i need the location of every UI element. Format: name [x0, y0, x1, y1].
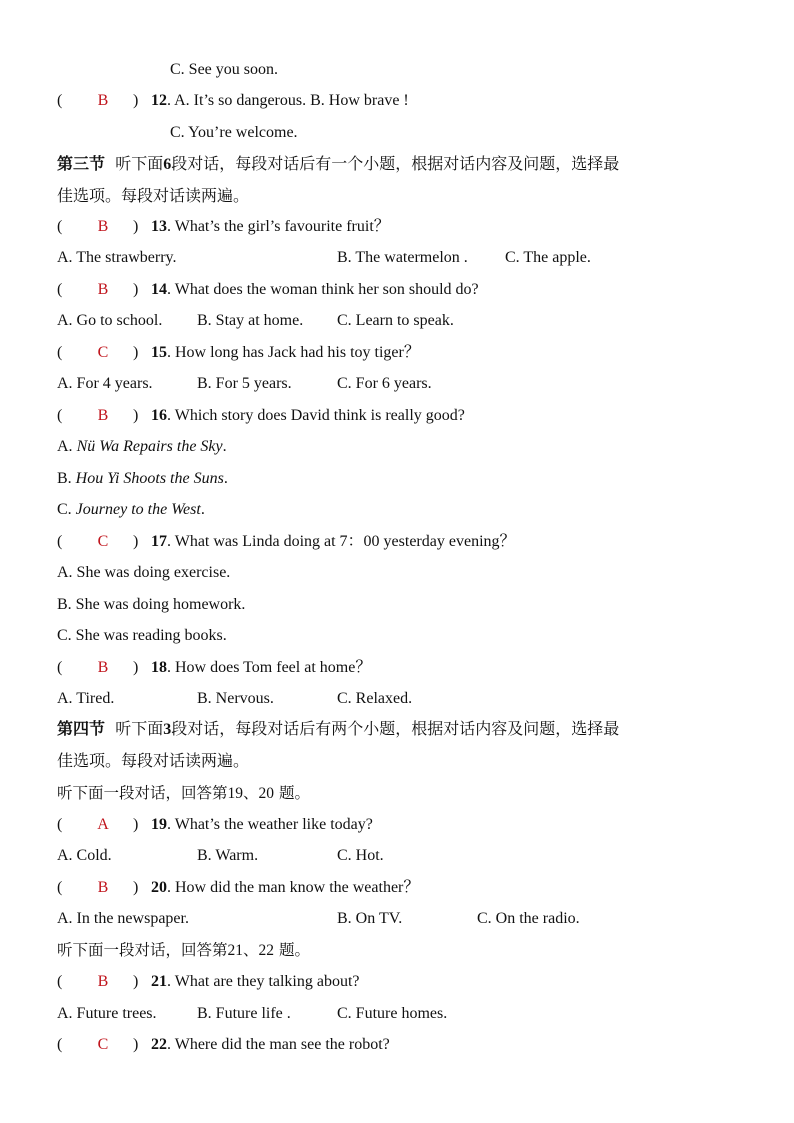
answer-18: B [97, 659, 109, 676]
instruction-text: 听下面一段对话，回答第 [57, 784, 228, 802]
question-18 [57, 658, 371, 678]
option-b: B. Future life . [197, 1005, 291, 1022]
left-paren: ( [57, 533, 63, 550]
right-paren: ) [133, 1036, 139, 1053]
dialog-2-instruction [57, 940, 310, 961]
q16-option-b [57, 469, 228, 489]
section-title: 第四节 [57, 719, 106, 738]
section-text: 听下面 [115, 154, 164, 173]
section-count: 6 [163, 156, 172, 173]
dialog-1-instruction [57, 783, 310, 804]
option-letter: A. [57, 438, 77, 455]
q12-option-c: C. You’re welcome. [170, 124, 298, 141]
right-paren: ) [133, 92, 139, 109]
q21-options [57, 1004, 447, 1024]
option-b: B. Nervous. [197, 690, 274, 707]
question-text: . What was Linda doing at 7：00 yesterday evening？ [167, 533, 516, 550]
question-20 [57, 878, 419, 898]
option-b: B. For 5 years. [197, 375, 292, 392]
option-c: C. Future homes. [337, 1005, 448, 1022]
option-c: C. Learn to speak. [337, 312, 454, 329]
option-b: B. Warm. [197, 847, 259, 864]
right-paren: ) [133, 344, 139, 361]
option-period: . [223, 470, 228, 487]
question-text: . How does Tom feel at home？ [167, 659, 372, 676]
left-paren: ( [57, 92, 63, 109]
q14-options [57, 311, 454, 331]
option-a: A. For 4 years. [57, 375, 153, 392]
left-paren: ( [57, 218, 63, 235]
q20-options [57, 909, 580, 929]
instruction-text: 题。 [278, 784, 310, 802]
left-paren: ( [57, 1036, 63, 1053]
question-range: 21、22 [227, 942, 275, 959]
answer-12: B [97, 92, 109, 109]
left-paren: ( [57, 344, 63, 361]
q11-option-c: C. See you soon. [170, 61, 278, 78]
question-number: 14 [151, 281, 167, 298]
option-c: C. Relaxed. [337, 690, 413, 707]
q18-options [57, 689, 412, 709]
question-number: 15 [151, 344, 167, 361]
question-text: . Where did the man see the robot? [167, 1036, 390, 1053]
answer-19: A [97, 816, 109, 833]
option-c: C. For 6 years. [337, 375, 432, 392]
question-number: 18 [151, 659, 167, 676]
left-paren: ( [57, 816, 63, 833]
question-text: . What does the woman think her son should do? [167, 281, 479, 298]
option-b: B. On TV. [337, 910, 403, 927]
option-c: C. Hot. [337, 847, 384, 864]
right-paren: ) [133, 407, 139, 424]
option-letter: C. [57, 501, 76, 518]
left-paren: ( [57, 281, 63, 298]
q16-option-a [57, 437, 227, 457]
option-a: A. Future trees. [57, 1005, 157, 1022]
answer-20: B [97, 879, 109, 896]
answer-14: B [97, 281, 109, 298]
question-14 [57, 280, 479, 300]
question-12 [57, 91, 409, 111]
answer-17: C [97, 533, 109, 550]
question-text: . A. It’s so dangerous. B. How brave ! [167, 92, 409, 109]
question-19 [57, 815, 373, 835]
question-21 [57, 972, 360, 992]
question-range: 19、20 [227, 785, 275, 802]
question-number: 19 [151, 816, 167, 833]
right-paren: ) [133, 218, 139, 235]
section-4-heading-line2: 佳选项。每段对话读两遍。 [57, 751, 250, 770]
option-a: A. In the newspaper. [57, 910, 189, 927]
question-number: 12 [151, 92, 167, 109]
q17-option-c: C. She was reading books. [57, 627, 227, 644]
section-count: 3 [163, 721, 172, 738]
option-b: B. The watermelon . [337, 249, 468, 266]
option-a: A. Cold. [57, 847, 112, 864]
right-paren: ) [133, 281, 139, 298]
answer-15: C [97, 344, 109, 361]
right-paren: ) [133, 879, 139, 896]
section-text: 段对话，每段对话后有一个小题，根据对话内容及问题，选择最 [171, 154, 620, 173]
q19-options [57, 846, 384, 866]
right-paren: ) [133, 816, 139, 833]
question-number: 21 [151, 973, 167, 990]
answer-16: B [97, 407, 109, 424]
section-title: 第三节 [57, 154, 106, 173]
left-paren: ( [57, 973, 63, 990]
section-4-heading [57, 719, 619, 740]
question-number: 22 [151, 1036, 167, 1053]
left-paren: ( [57, 407, 63, 424]
story-title: Nü Wa Repairs the Sky [76, 438, 223, 455]
question-text: . Which story does David think is really good? [167, 407, 465, 424]
question-text: . What’s the weather like today? [167, 816, 373, 833]
story-title: Hou Yi Shoots the Suns [75, 470, 224, 487]
question-15 [57, 343, 420, 363]
story-title: Journey to the West [75, 501, 201, 518]
instruction-text: 题。 [278, 941, 310, 959]
q13-options [57, 248, 591, 268]
question-text: . What’s the girl’s favourite fruit？ [167, 218, 390, 235]
right-paren: ) [133, 973, 139, 990]
section-3-heading [57, 154, 619, 175]
q17-option-b: B. She was doing homework. [57, 596, 246, 613]
option-b: B. Stay at home. [197, 312, 304, 329]
option-period: . [222, 438, 227, 455]
question-text: . How did the man know the weather？ [167, 879, 420, 896]
answer-21: B [97, 973, 109, 990]
question-22 [57, 1035, 390, 1055]
option-a: A. Tired. [57, 690, 115, 707]
q15-options [57, 374, 432, 394]
question-number: 16 [151, 407, 167, 424]
instruction-text: 听下面一段对话，回答第 [57, 941, 228, 959]
question-number: 20 [151, 879, 167, 896]
section-text: 段对话，每段对话后有两个小题，根据对话内容及问题，选择最 [171, 719, 620, 738]
question-13 [57, 217, 390, 237]
question-text: . How long has Jack had his toy tiger？ [167, 344, 420, 361]
question-number: 13 [151, 218, 167, 235]
answer-13: B [97, 218, 109, 235]
section-text: 听下面 [115, 719, 164, 738]
option-letter: B. [57, 470, 76, 487]
option-period: . [200, 501, 205, 518]
question-text: . What are they talking about? [167, 973, 360, 990]
option-c: C. The apple. [505, 249, 591, 266]
left-paren: ( [57, 879, 63, 896]
q17-option-a: A. She was doing exercise. [57, 564, 231, 581]
answer-22: C [97, 1036, 109, 1053]
section-3-heading-line2: 佳选项。每段对话读两遍。 [57, 186, 250, 205]
option-c: C. On the radio. [477, 910, 580, 927]
option-a: A. Go to school. [57, 312, 163, 329]
q16-option-c [57, 500, 205, 520]
question-number: 17 [151, 533, 167, 550]
question-16 [57, 406, 465, 426]
question-17 [57, 532, 516, 552]
left-paren: ( [57, 659, 63, 676]
option-a: A. The strawberry. [57, 249, 177, 266]
right-paren: ) [133, 659, 139, 676]
right-paren: ) [133, 533, 139, 550]
